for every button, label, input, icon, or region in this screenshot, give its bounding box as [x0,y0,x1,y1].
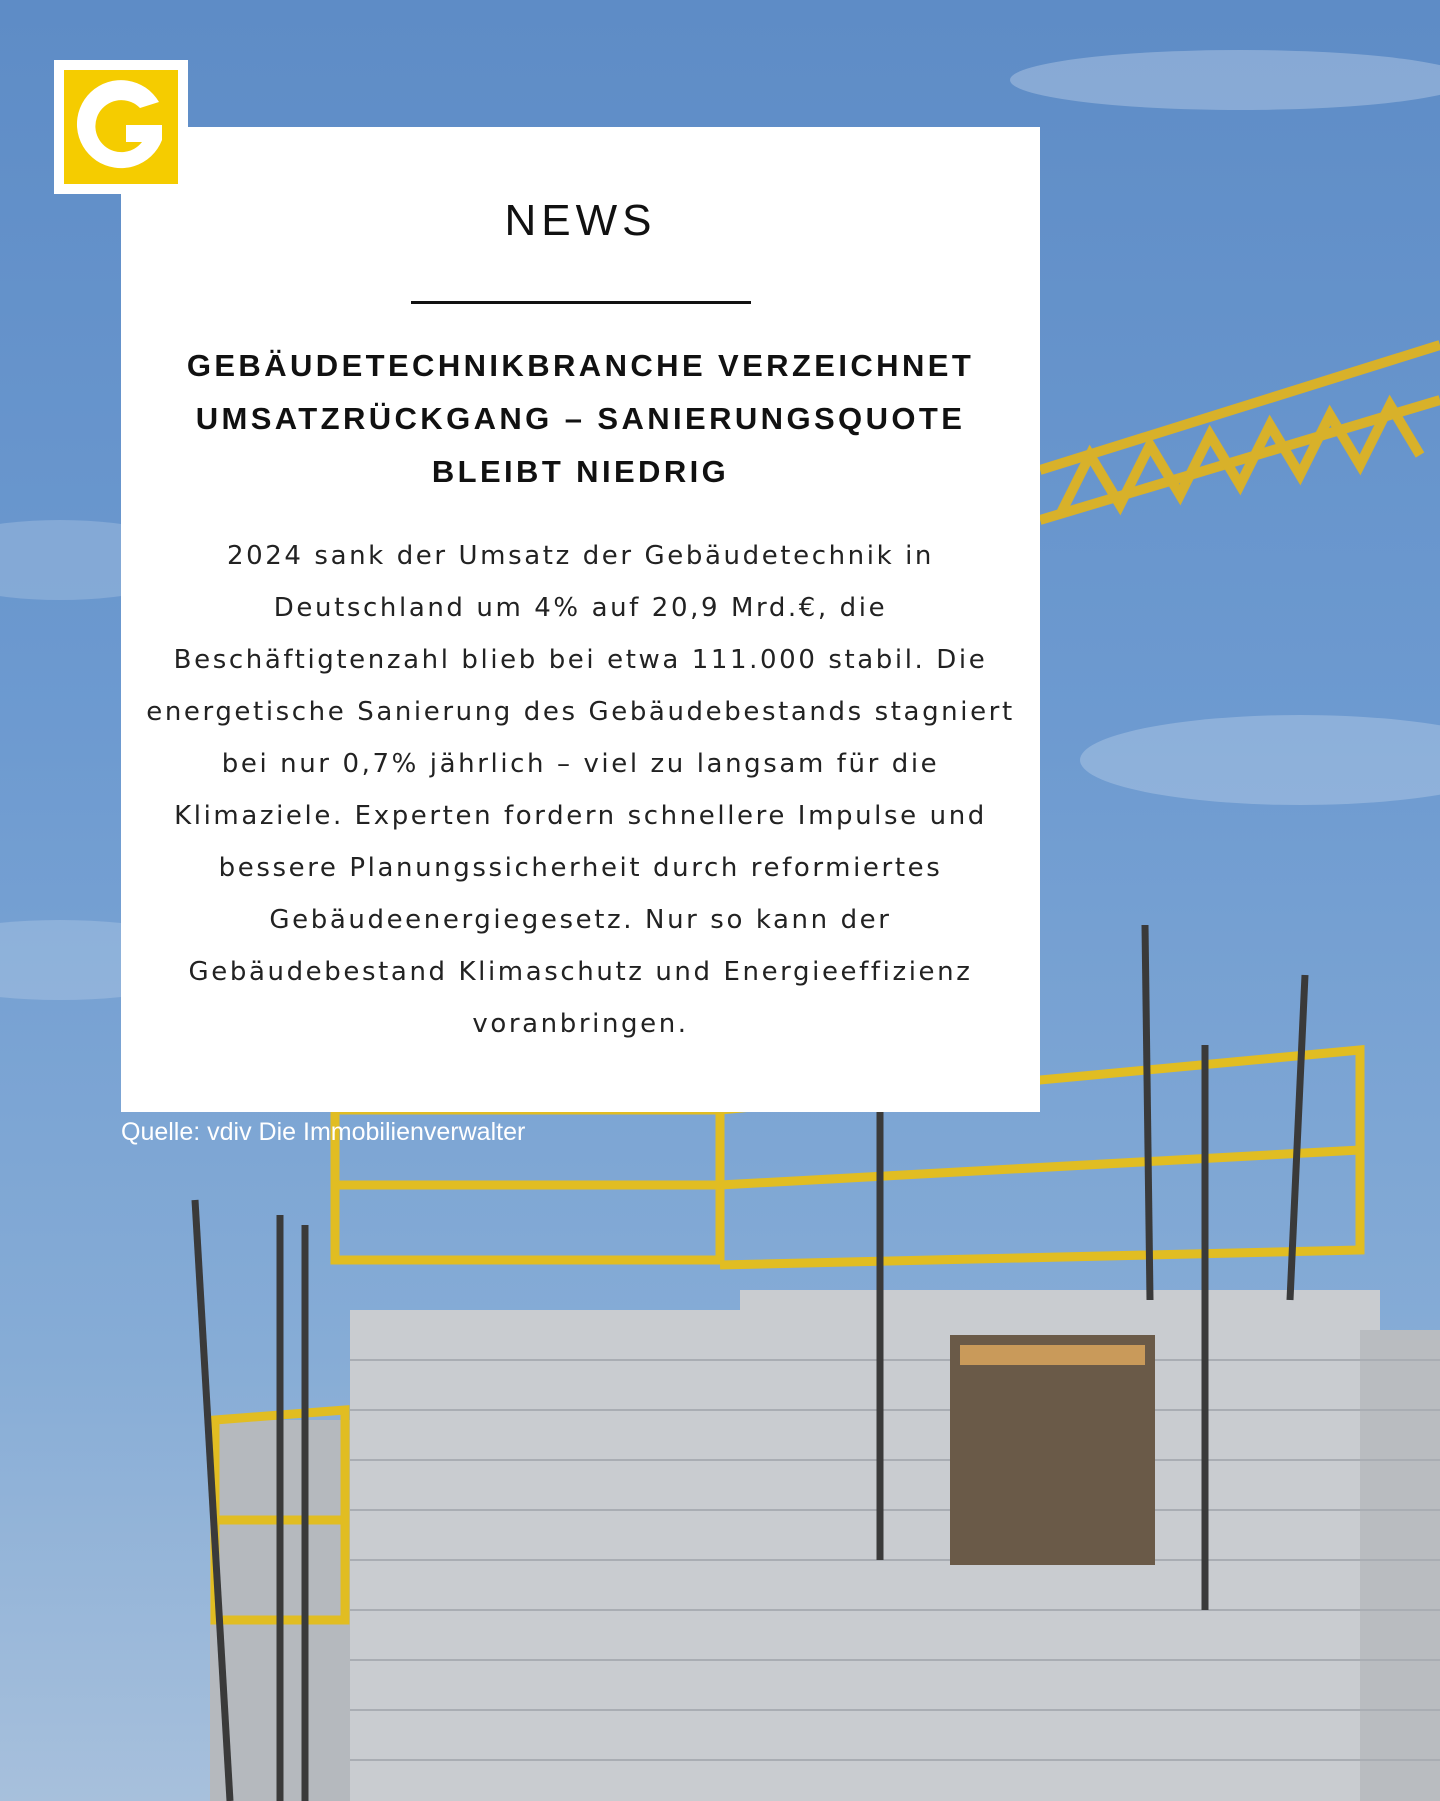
news-label: NEWS [504,196,657,245]
crane-jib [1040,345,1440,520]
source-credit: Quelle: vdiv Die Immobilienverwalter [121,1118,526,1146]
article-body: 2024 sank der Umsatz der Gebäudetechnik in Deutschland um 4% auf 20,9 Mrd.€, die Beschäftigtenzahl blieb bei etwa 111.000 stabil. Die energetische Sanierung des Gebäudebestands stagniert bei nur 0,7% jährlich – viel zu langsam für die Klimaziele. Experten fordern schnellere Impulse und bessere Planungssicherheit durch reformiertes Gebäudeenergiegesetz. Nur so kann der Gebäudebestand Klimaschutz und Energieeffizienz voranbringen. [146,541,1015,1039]
news-card [121,127,1040,1112]
company-logo [54,60,188,194]
window-opening [950,1335,1155,1565]
headline: GEBÄUDETECHNIKBRANCHE VERZEICHNET UMSATZRÜCKGANG – SANIERUNGSQUOTE BLEIBT NIEDRIG [186,348,975,489]
g-logo-icon [64,70,178,184]
divider-rule [411,301,751,304]
building [210,1290,1440,1801]
